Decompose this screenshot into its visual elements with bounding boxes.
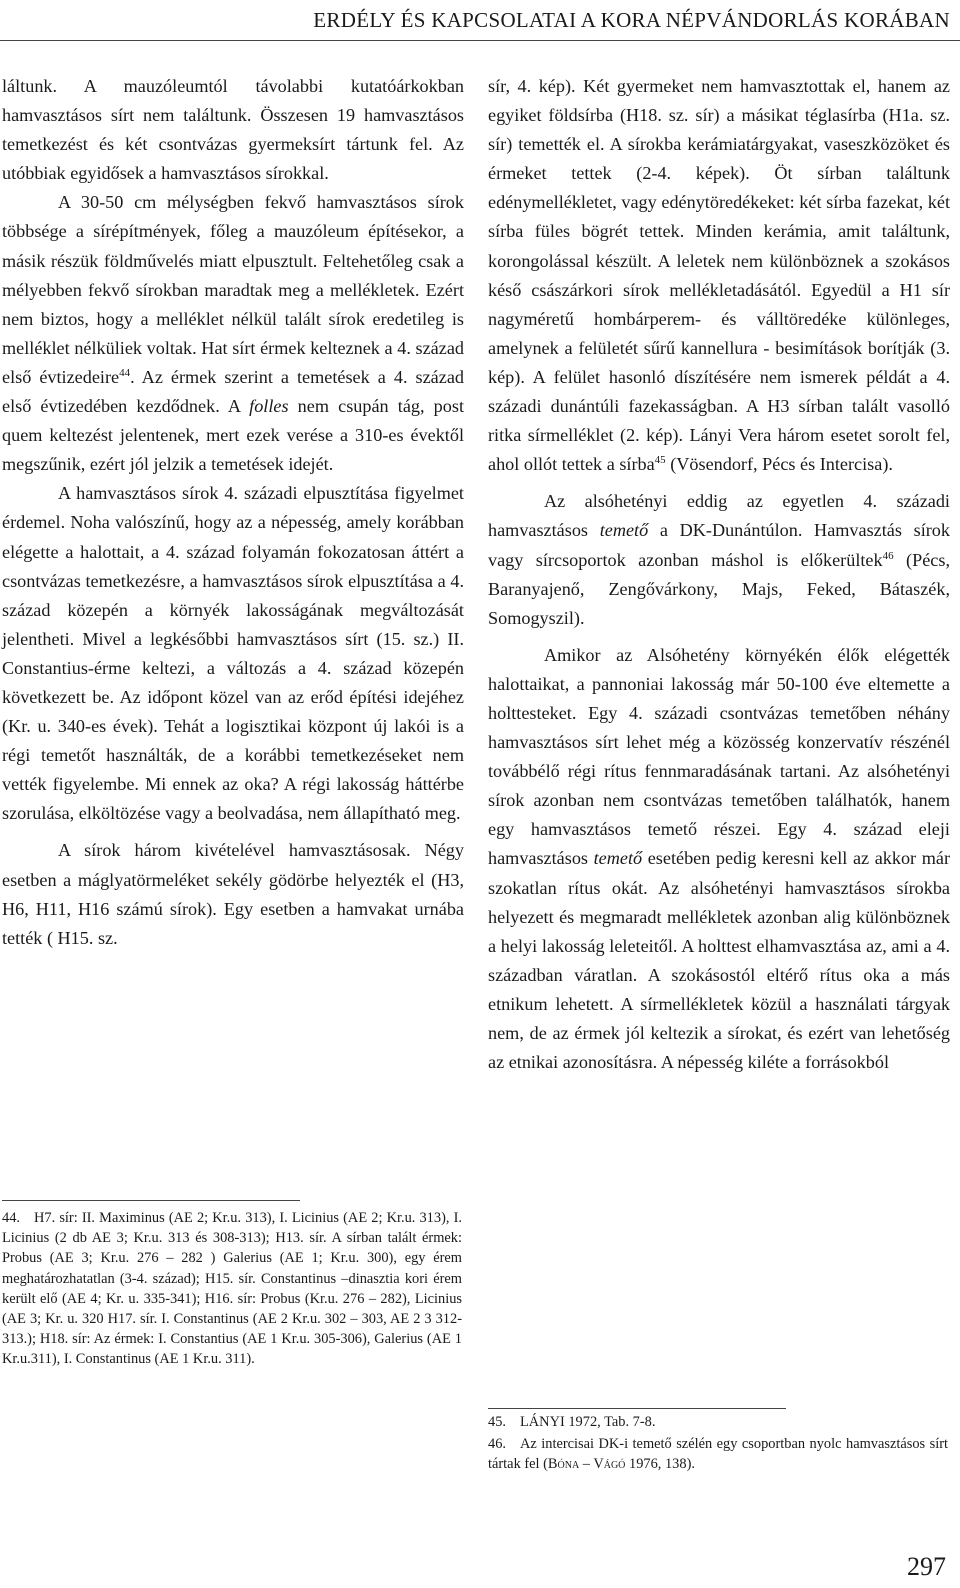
- footnote-rule: [488, 1408, 786, 1409]
- left-column: [2, 72, 464, 953]
- footnote-44: 44. H7. sír: II. Maximinus (AE 2; Kr.u. 313), I. Licinius (AE 2; Kr.u. 313), I. Licinius (2 db AE 3; Kr.u. 313 és 308-313); H13. sír. A sírban talált érmek: Probus (AE 3; Kr.u. 276 – 282 ) Galerius (AE 1; Kr.u. 300), egy érem meghatározhatatlan (3-4. század); H15. sír. Constantinus –dinasztia kori érem került elő (AE 4; Kr. u. 335-341); H16. sír: Probus (Kr.u. 276 – 282), Licinius (AE 3; Kr. u. 320 H17. sír. I. Constantinus (AE 2 Kr.u. 302 – 303, AE 2 3 312-313.); H18. sír: Az érmek: I. Constantius (AE 1 Kr.u. 305-306), Galerius (AE 1 Kr.u.311), I. Constantinus (AE 1 Kr.u. 311).: [2, 1210, 462, 1368]
- paragraph: Amikor az Alsóhetény környékén élők elégették halottaikat, a pannoniai lakosság már 50-100 éve eltemette a holttesteket. Egy 4. századi csontvázas temetőben néhány hamvasztásos sírt lehet még a közösség konzervatív részénél továbbélő régi rítus fennmaradásának tartani. Az alsóhetényi sírok azonban nem csontvázas temetőben találhatók, hanem egy hamvasztásos temető részei. Egy 4. század eleji hamvasztásos temető esetében pedig keresni kell az akkor már szokatlan rítus okát. Az alsóhetényi hamvasztásos sírokba helyezett és megmaradt mellékletek azonban alig különböznek a helyi lakosság leleteitől. A holttest elhamvasztása az, ami a 4. században váratlan. A szokásostól eltérő rítus oka a más etnikum lehetett. A sírmellékletek közül a használati tárgyak nem, de az érmek jól keltezik a sírokat, és ezért van lehetőség az etnikai azonosításra. A népesség kiléte a forrásokból: [488, 644, 950, 1073]
- paragraph: A 30-50 cm mélységben fekvő hamvasztásos sírok többsége a sírépítmények, főleg a mauzóleum építésekor, a másik részük földművelés miatt elpusztult. Feltehetőleg csak a mélyebben fekvő sírokban maradtak meg a mellékletek. Ezért nem biztos, hogy a melléklet nélkül talált sírok eredetileg is melléklet nélküliek voltak. Hat sírt érmek kelteznek a 4. század első évtizedeire$^{44}$. Az érmek szerint a temetések a 4. század első évtizedében kezdődnek. A folles nem csupán tág, post quem keltezést jelentenek, mert ezek verése a 310-es évektől megszűnik, ezért jól jelzik a temetések idejét.: [2, 192, 464, 475]
- footnote-45: 45. LÁNYI 1972, Tab. 7-8.: [488, 1414, 656, 1430]
- paragraph: A hamvasztásos sírok 4. századi elpusztítása figyelmet érdemel. Noha valószínű, hogy az a népesség, amely korábban elégette a halottait, a 4. század folyamán fokozatosan áttért a csontvázas temetkezésre, a hamvasztásos sírok elpusztítása a 4. század közepén a környék lakosságának megváltozását jelentheti. Mivel a legkésőbbi hamvasztásos sírt (15. sz.) II. Constantius-érme keltezi, a változás a 4. század közepén következett be. Az időpont közel van az erőd építési idejéhez (Kr. u. 340-es évek). Tehát a logisztikai központ új lakói is a régi temetőt használták, de a korábbi temetkezéseket nem vették figyelembe. Mi ennek az oka? A régi lakosság háttérbe szorulása, elköltözése vagy a beolvadása, nem állapítható meg.: [2, 483, 464, 824]
- paragraph: A sírok három kivételével hamvasztásosak. Négy esetben a máglyatörmeléket sekély gödörbe helyezték el (H3, H6, H11, H16 számú sírok). Egy esetben a hamvakat urnába tették ( H15. sz.: [2, 840, 464, 948]
- header-rule: [0, 40, 960, 41]
- paragraph: sír, 4. kép). Két gyermeket nem hamvasztottak el, hanem az egyiket földsírba (H18. sz. sír) a másikat téglasírba (H1a. sz. sír) temették el. A sírokba kerámiatárgyakat, vaseszközöket és érmeket tettek (2-4. képek). Öt sírban találtunk edénymellékletet, vagy edénytöredékeket: két sírba fazekat, két sírba füles bögrét tettek. Minden kerámia, amit találtunk, korongolással készült. A leletek nem különböznek a szokásos késő császárkori sírok mellékletadásától. Egyedül a H1 sír nagyméretű hombárperem- és válltöredéke különleges, amelynek a felületét sűrű kannellura - besimítások borítják (3. kép). A felület hasonló díszítésére nem ismerek példát a 4. századi dunántúli fazekasságban. A H3 sírban talált vasolló ritka sírmelléklet (2. kép). Lányi Vera három esetet sorolt fel, ahol ollót tettek a sírba$^{45}$ (Vösendorf, Pécs és Intercisa).: [488, 76, 950, 475]
- footnote-46: 46. Az intercisai DK-i temető szélén egy csoportban nyolc hamvasztásos sírt tártak fel (Bóna – Vágó 1976, 138).: [488, 1436, 948, 1473]
- paragraph: láltunk. A mauzóleumtól távolabbi kutatóárkokban hamvasztásos sírt nem találtunk. Összesen 19 hamvasztásos temetkezést és két csontvázas gyermeksírt tártunk fel. Az utóbbiak egyidősek a hamvasztásos sírokkal.: [2, 76, 464, 184]
- footnote-ref[interactable]: 44: [119, 366, 131, 379]
- footnote-ref[interactable]: 46: [882, 549, 894, 562]
- paragraph: Az alsóhetényi eddig az egyetlen 4. századi hamvasztásos temető a DK-Dunántúlon. Hamvasztás sírok vagy sírcsoportok azonban máshol is előkerültek$^{46}$ (Pécs, Baranyajenő, Zengővárkony, Majs, Feked, Bátaszék, Somogyszil).: [488, 491, 950, 628]
- page-number: 297: [907, 1552, 946, 1581]
- footnote-ref[interactable]: 45: [654, 454, 666, 467]
- running-header: ERDÉLY ÉS KAPCSOLATAI A KORA NÉPVÁNDORLÁS KORÁBAN: [313, 8, 950, 32]
- right-column: [488, 72, 950, 1077]
- footnote-rule: [2, 1200, 300, 1201]
